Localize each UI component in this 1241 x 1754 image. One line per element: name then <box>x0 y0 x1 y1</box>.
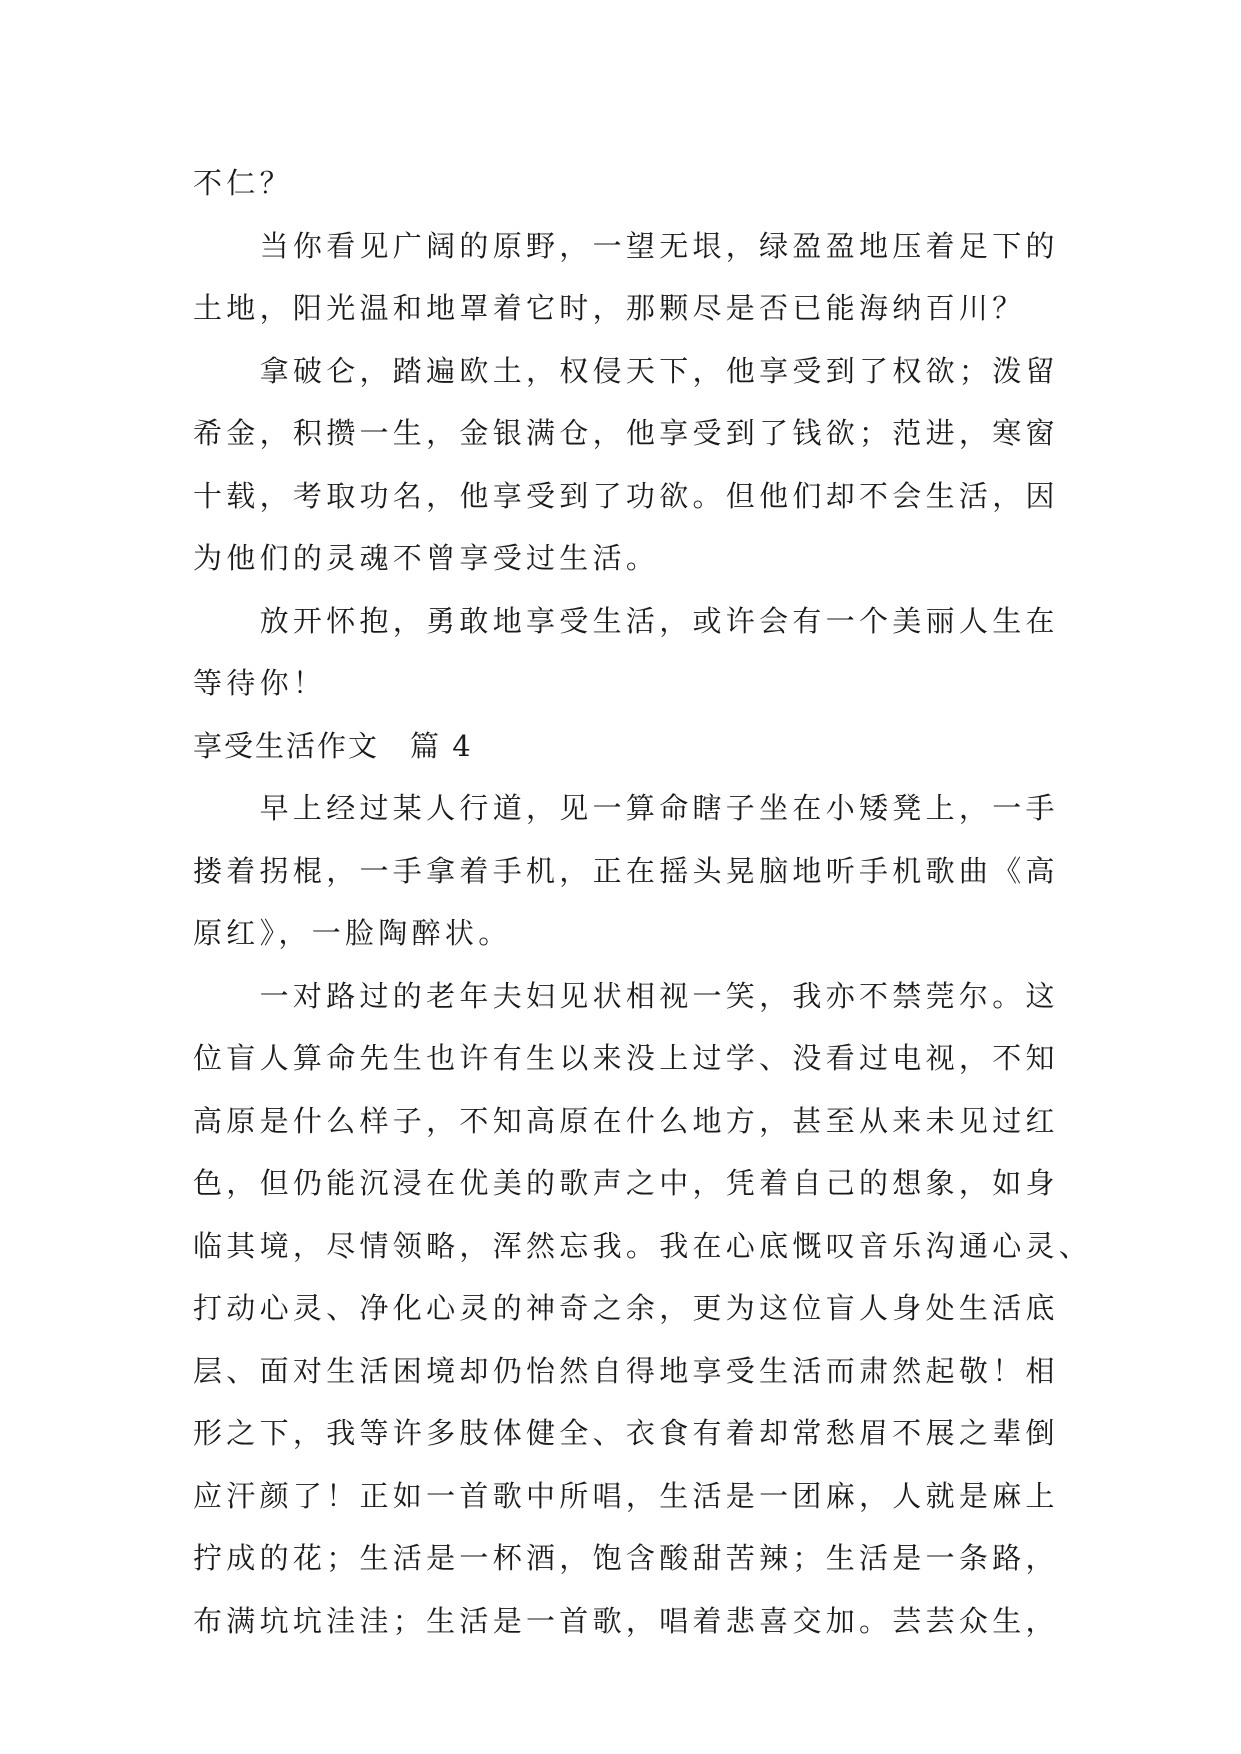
text-line: 土地，阳光温和地罩着它时，那颗尽是否已能海纳百川？ <box>193 291 1026 325</box>
paragraph-start-line: 拿破仑，踏遍欧土，权侵天下，他享受到了权欲；泼留 <box>193 353 1059 388</box>
text-line: 十载，考取功名，他享受到了功欲。但他们却不会生活，因 <box>193 478 1059 513</box>
text-line: 色，但仍能沉浸在优美的歌声之中，凭着自己的想象，如身 <box>193 1166 1059 1200</box>
text-line: 位盲人算命先生也许有生以来没上过学、没看过电视，不知 <box>193 1041 1059 1075</box>
text-line: 搂着拐棍，一手拿着手机，正在摇头晃脑地听手机歌曲《高 <box>193 853 1059 888</box>
document-body <box>193 152 1093 1652</box>
text-line: 层、面对生活困境却仍怡然自得地享受生活而肃然起敬！相 <box>193 1353 1059 1388</box>
paragraph-start-line: 当你看见广阔的原野，一望无垠，绿盈盈地压着足下的 <box>193 228 1059 263</box>
paragraph-start-line: 早上经过某人行道，见一算命瞎子坐在小矮凳上，一手 <box>193 791 1059 825</box>
text-line: 原红》，一脸陶醉状。 <box>193 916 512 950</box>
text-line: 形之下，我等许多肢体健全、衣食有着却常愁眉不展之辈倒 <box>193 1416 1059 1450</box>
paragraph-start-line: 一对路过的老年夫妇见状相视一笑，我亦不禁莞尔。这 <box>193 978 1059 1013</box>
text-line: 等待你！ <box>193 666 327 700</box>
text-line: 希金，积攒一生，金银满仓，他享受到了钱欲；范进，寒窗 <box>193 416 1059 450</box>
text-line: 打动心灵、净化心灵的神奇之余，更为这位盲人身处生活底 <box>193 1291 1059 1325</box>
section-heading: 享受生活作文 篇 4 <box>193 728 473 763</box>
text-line: 为他们的灵魂不曾享受过生活。 <box>193 541 660 575</box>
text-line: 不仁？ <box>193 166 293 200</box>
text-line: 高原是什么样子，不知高原在什么地方，甚至从来未见过红 <box>193 1103 1059 1138</box>
text-line: 拧成的花；生活是一杯酒，饱含酸甜苦辣；生活是一条路， <box>193 1541 1059 1575</box>
paragraph-start-line: 放开怀抱，勇敢地享受生活，或许会有一个美丽人生在 <box>193 603 1059 638</box>
text-line: 应汗颜了！正如一首歌中所唱，生活是一团麻，人就是麻上 <box>193 1478 1059 1513</box>
text-line: 临其境，尽情领略，浑然忘我。我在心底慨叹音乐沟通心灵、 <box>193 1228 1093 1263</box>
text-line: 布满坑坑洼洼；生活是一首歌，唱着悲喜交加。芸芸众生， <box>193 1603 1059 1638</box>
